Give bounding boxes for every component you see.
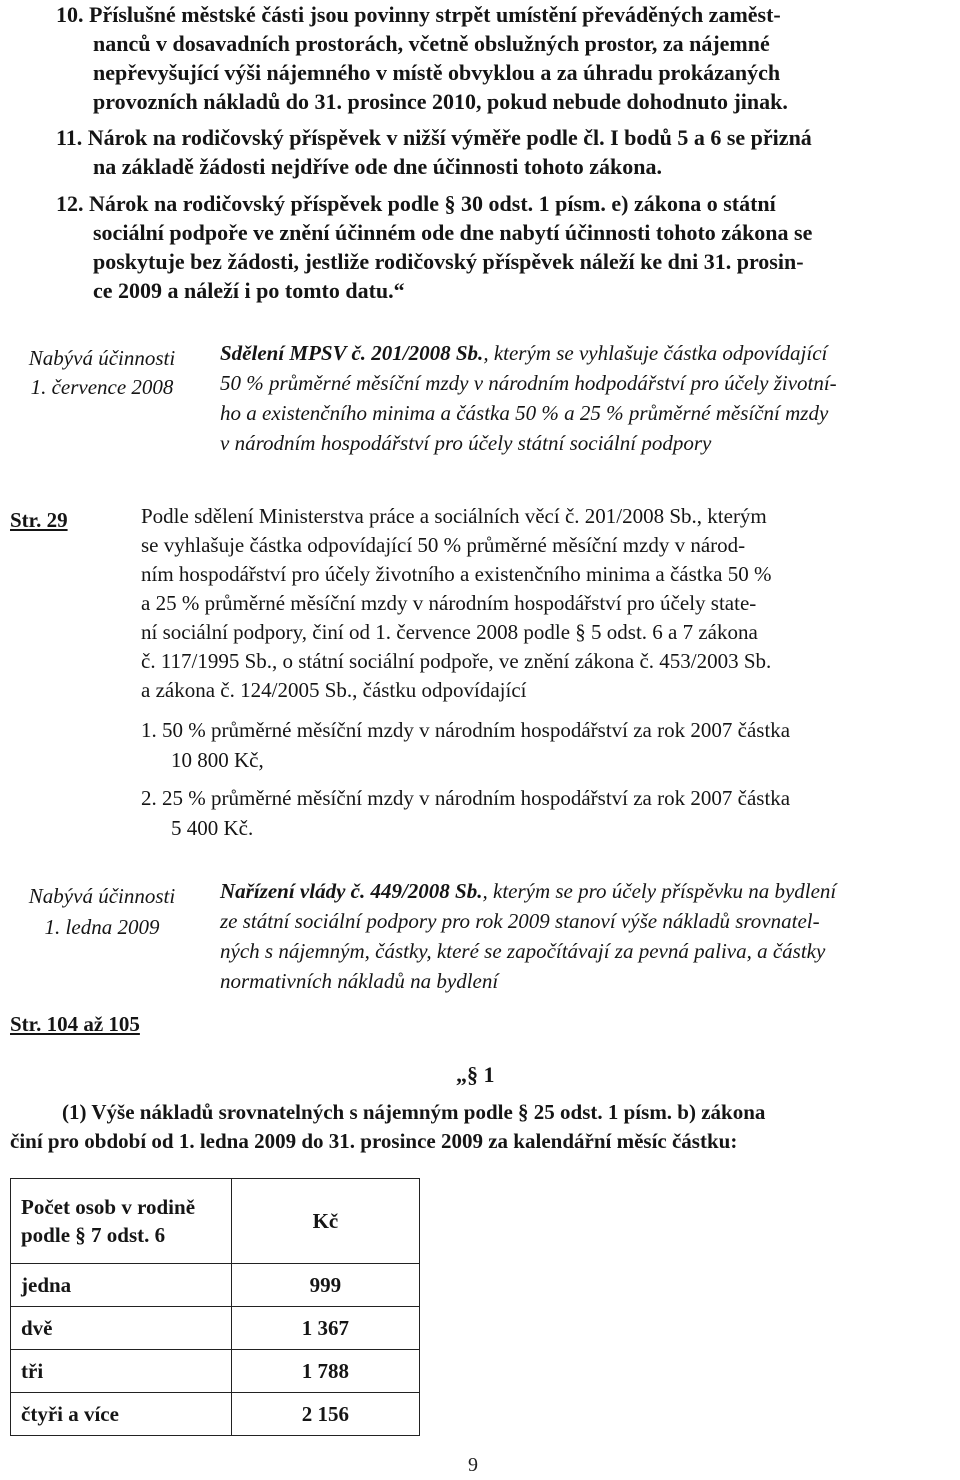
text-line: a 25 % průměrné měsíční mzdy v národním hospodářství pro účely state- xyxy=(141,591,757,615)
table-row xyxy=(11,1264,420,1307)
text-line: nanců v dosavadních prostorách, včetně obslužných prostor, za nájemné xyxy=(93,31,770,56)
row-value: 999 xyxy=(231,1264,419,1307)
text-line: na základě žádosti nejdříve ode dne účinnosti tohoto zákona. xyxy=(93,154,662,179)
header-text: Počet osob v rodině xyxy=(21,1195,196,1219)
text-line: ce 2009 a náleží i po tomto datu.“ xyxy=(93,278,405,303)
row-value: 1 367 xyxy=(231,1307,419,1350)
page-reference: Str. 104 až 105 xyxy=(10,1012,140,1036)
list-item-amount: 10 800 Kč, xyxy=(171,748,264,772)
notice-government-regulation xyxy=(0,876,960,1006)
effective-label: Nabývá účinnosti xyxy=(28,884,176,908)
text-line: č. 117/1995 Sb., o státní sociální podpoře, ve znění zákona č. 453/2003 Sb. xyxy=(141,649,772,673)
notice-text: v národním hospodářství pro účely státní sociální podpory xyxy=(220,431,712,455)
page-reference: Str. 29 xyxy=(10,508,68,532)
effective-label: Nabývá účinnosti xyxy=(28,346,176,370)
text-line: a zákona č. 124/2005 Sb., částku odpovídající xyxy=(141,678,527,702)
header-text: podle § 7 odst. 6 xyxy=(21,1223,166,1247)
text-line: ní sociální podpory, činí od 1. července 2008 podle § 5 odst. 6 a 7 zákona xyxy=(141,620,758,644)
row-label: tři xyxy=(11,1350,232,1393)
notice-text: ných s nájemným, částky, které se započítávají za pevná paliva, a částky xyxy=(220,939,826,963)
effective-date: 1. ledna 2009 xyxy=(44,915,160,939)
row-value: 1 788 xyxy=(231,1350,419,1393)
notice-title: Nařízení vlády č. 449/2008 Sb. xyxy=(220,879,483,903)
notice-mpsv xyxy=(0,338,960,468)
notice-text: , kterým se pro účely příspěvku na bydlení xyxy=(482,879,837,903)
text-line: 11. Nárok na rodičovský příspěvek v nižší výměře podle čl. I bodů 5 a 6 se přizná xyxy=(56,125,812,150)
table-header-row xyxy=(11,1179,420,1264)
section-heading: „§ 1 xyxy=(456,1062,495,1087)
notice-text: normativních nákladů na bydlení xyxy=(220,969,499,993)
notice-text: , kterým se vyhlašuje částka odpovídající xyxy=(483,341,828,365)
column-header-kc: Kč xyxy=(231,1179,419,1264)
table-row xyxy=(11,1350,420,1393)
list-item: 2. 25 % průměrné měsíční mzdy v národním hospodářství za rok 2007 částka xyxy=(141,786,791,810)
cost-table xyxy=(10,1178,420,1436)
text-line: poskytuje bez žádosti, jestliže rodičovský příspěvek náleží ke dni 31. prosin- xyxy=(93,249,804,274)
notice-text: 50 % průměrné měsíční mzdy v národním hodpodářství pro účely životní- xyxy=(220,371,837,395)
text-line: ním hospodářství pro účely životního a existenčního minima a částka 50 % xyxy=(141,562,772,586)
list-item: 1. 50 % průměrné měsíční mzdy v národním hospodářství za rok 2007 částka xyxy=(141,718,791,742)
page-number: 9 xyxy=(468,1454,478,1476)
text-line: (1) Výše nákladů srovnatelných s nájemným podle § 25 odst. 1 písm. b) zákona xyxy=(62,1100,766,1124)
table-row xyxy=(11,1393,420,1436)
amendment-points xyxy=(0,0,960,303)
text-line: 10. Příslušné městské části jsou povinny strpět umístění převáděných zaměst- xyxy=(56,2,781,27)
effective-date: 1. července 2008 xyxy=(30,375,174,399)
column-header-persons xyxy=(11,1179,232,1264)
list-item-amount: 5 400 Kč. xyxy=(171,816,254,840)
text-line: se vyhlašuje částka odpovídající 50 % průměrné měsíční mzdy v národ- xyxy=(141,533,746,557)
notice-text: ze státní sociální podpory pro rok 2009 stanoví výše nákladů srovnatel- xyxy=(220,909,820,933)
row-value: 2 156 xyxy=(231,1393,419,1436)
section-paragraph xyxy=(0,1100,960,1164)
text-line: nepřevyšující výši nájemného v místě obvyklou a za úhradu prokázaných xyxy=(93,60,781,85)
row-label: jedna xyxy=(11,1264,232,1307)
row-label: dvě xyxy=(11,1307,232,1350)
text-line: činí pro období od 1. ledna 2009 do 31. prosince 2009 za kalendářní měsíc částku: xyxy=(10,1129,738,1153)
amount-list xyxy=(0,718,960,848)
text-line: 12. Nárok na rodičovský příspěvek podle § 30 odst. 1 písm. e) zákona o státní xyxy=(56,191,776,216)
text-line: sociální podpoře ve znění účinném ode dne nabytí účinnosti tohoto zákona se xyxy=(93,220,813,245)
table-row xyxy=(11,1307,420,1350)
row-label: čtyři a více xyxy=(11,1393,232,1436)
regulation-paragraph xyxy=(0,504,960,714)
text-line: Podle sdělení Ministerstva práce a sociálních věcí č. 201/2008 Sb., kterým xyxy=(141,504,767,528)
notice-text: ho a existenčního minima a částka 50 % a 25 % průměrné měsíční mzdy xyxy=(220,401,829,425)
text-line: provozních nákladů do 31. prosince 2010, pokud nebude dohodnuto jinak. xyxy=(93,89,788,114)
notice-title: Sdělení MPSV č. 201/2008 Sb. xyxy=(220,341,484,365)
